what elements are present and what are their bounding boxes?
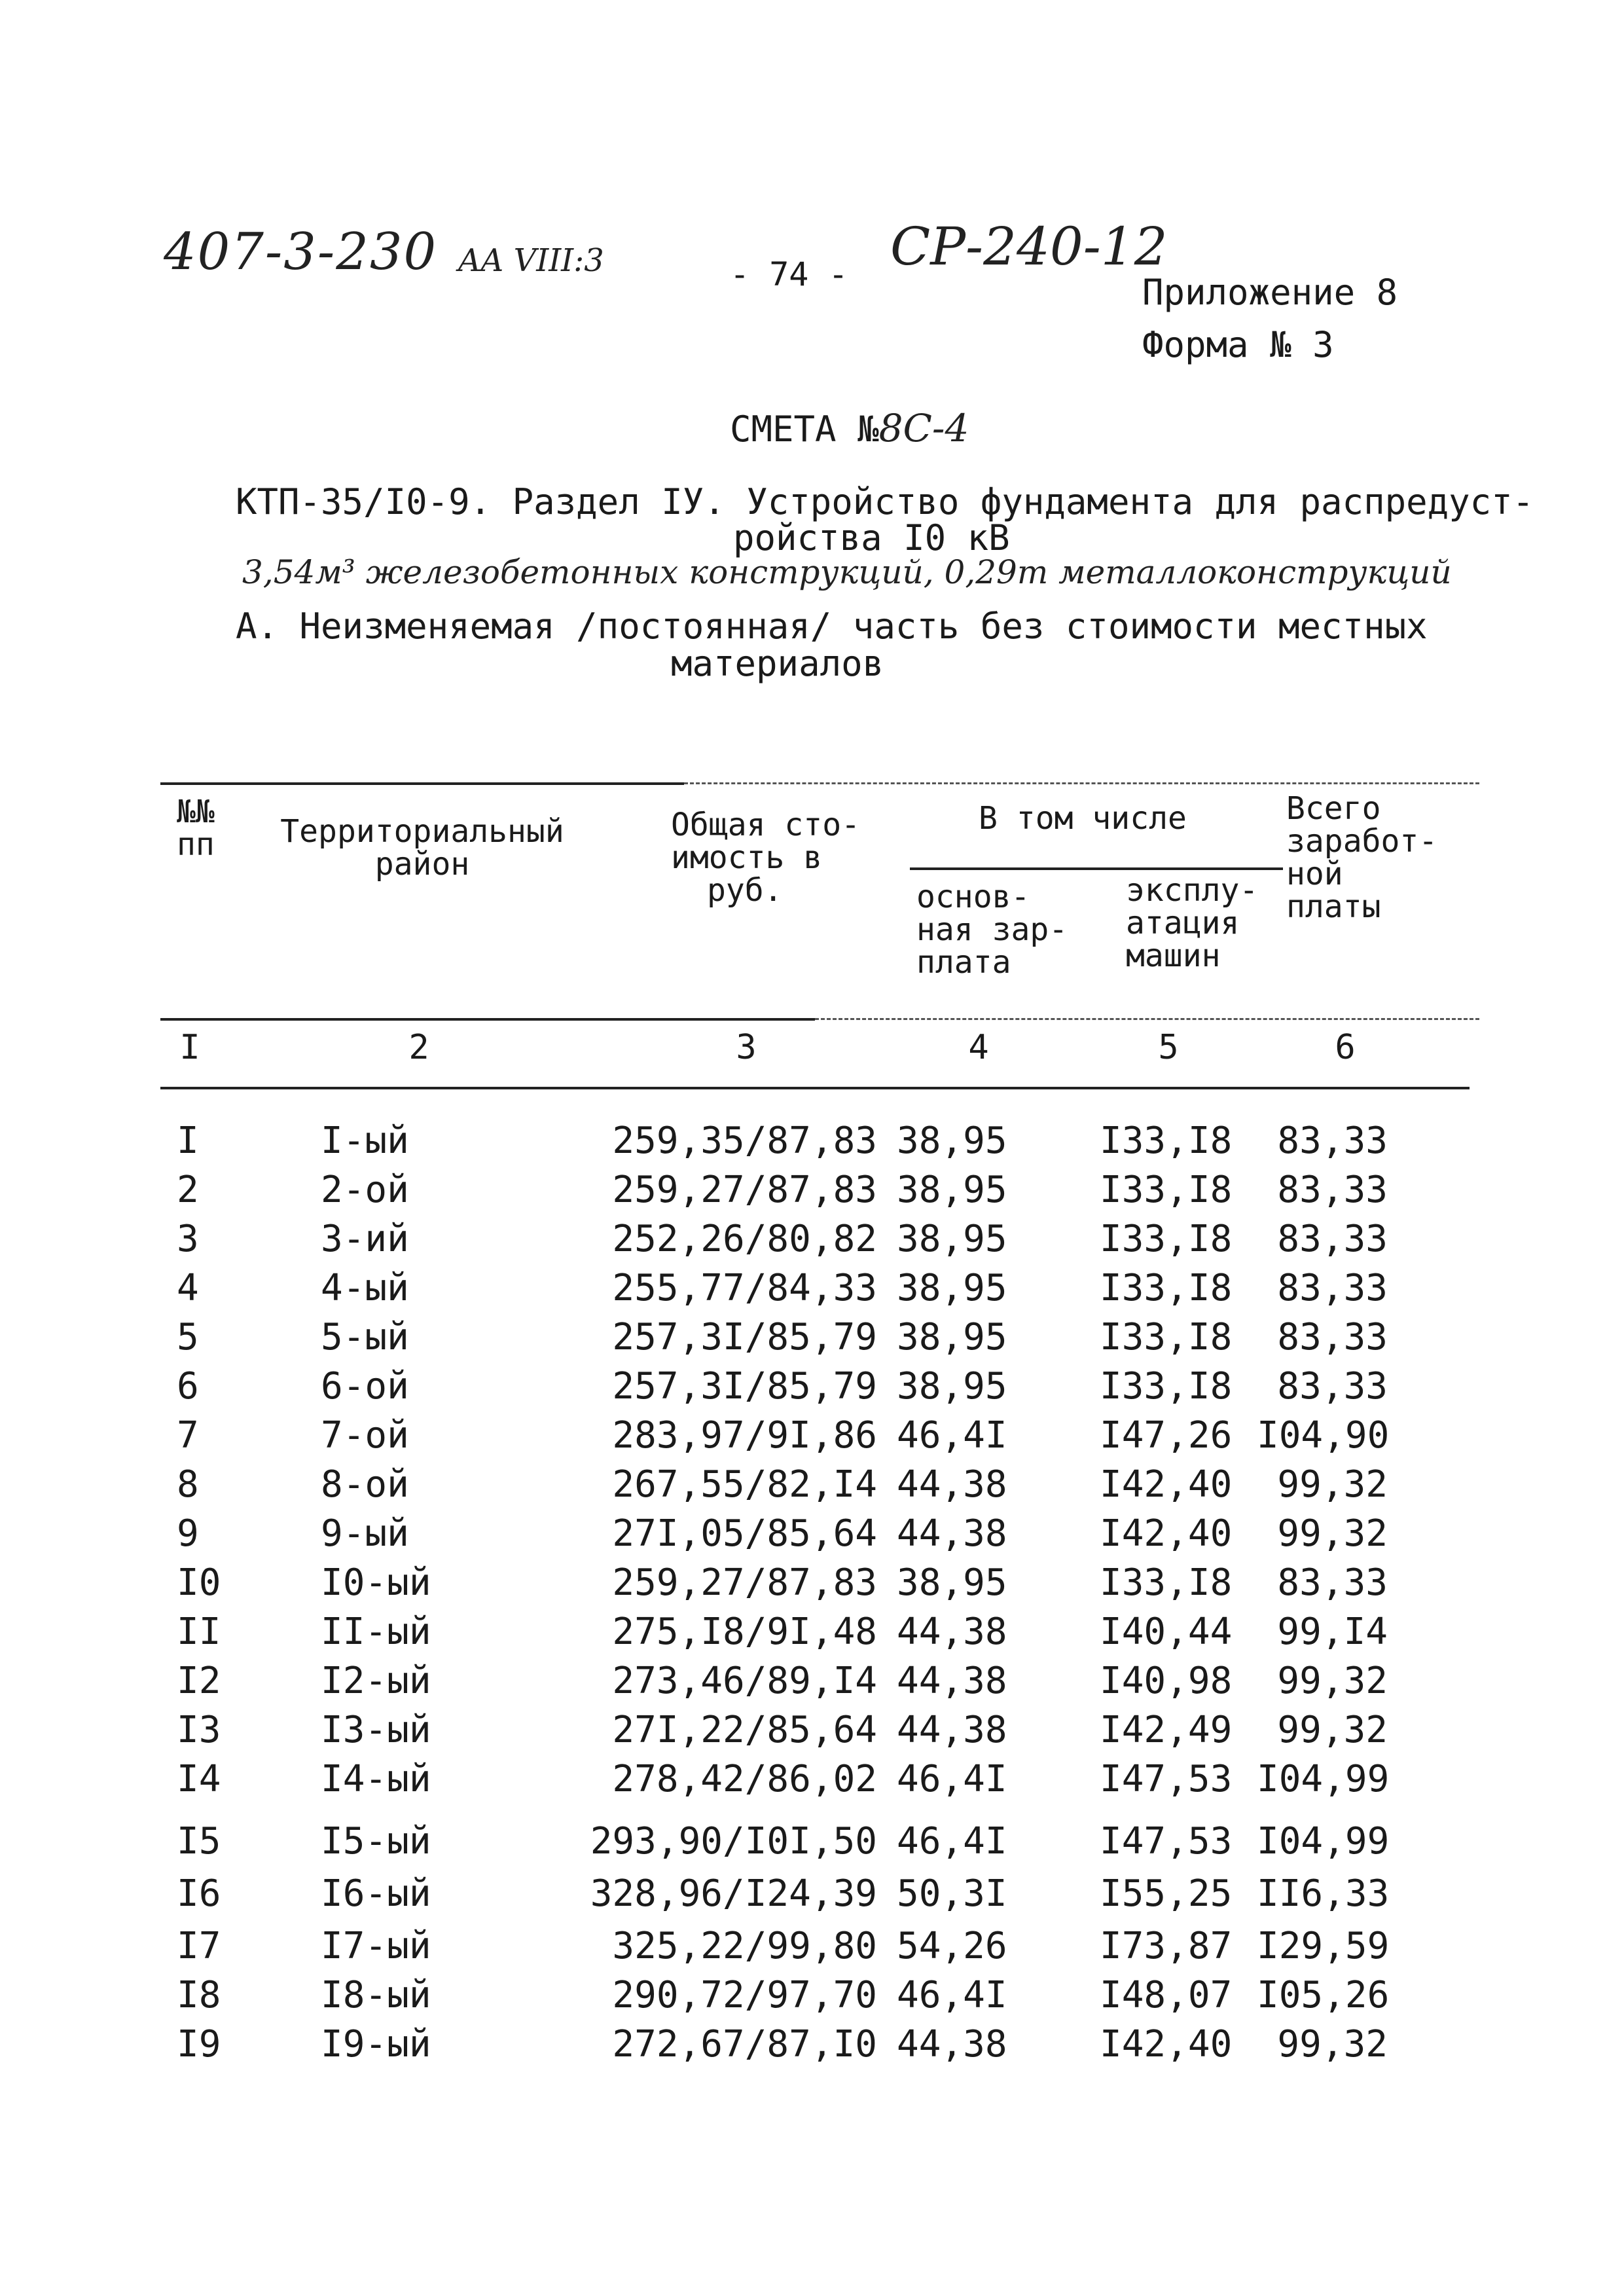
table-row xyxy=(0,1512,1624,1558)
row-number: I2 xyxy=(177,1660,221,1702)
row-number: I6 xyxy=(177,1872,221,1915)
row-total-cost: 27I,22/85,64 xyxy=(612,1709,877,1751)
row-total-wage: 83,33 xyxy=(1277,1120,1388,1162)
row-machine-operation: I33,I8 xyxy=(1100,1316,1233,1358)
header-bottom-rule xyxy=(160,1018,815,1021)
column-number-2: 2 xyxy=(408,1028,429,1067)
row-total-wage: 83,33 xyxy=(1277,1316,1388,1358)
table-row xyxy=(0,2023,1624,2069)
row-machine-operation: I48,07 xyxy=(1100,1974,1233,2016)
row-total-wage: 99,32 xyxy=(1277,2023,1388,2066)
row-total-cost: 272,67/87,I0 xyxy=(612,2023,877,2066)
row-total-cost: 267,55/82,I4 xyxy=(612,1463,877,1506)
row-main-wage: 46,4I xyxy=(897,1820,1007,1863)
row-number: I8 xyxy=(177,1974,221,2016)
table-top-rule-dashed xyxy=(684,782,1479,784)
table-row xyxy=(0,1316,1624,1362)
row-total-cost: 255,77/84,33 xyxy=(612,1267,877,1309)
row-total-cost: 257,3I/85,79 xyxy=(612,1316,877,1358)
column-number-3: 3 xyxy=(736,1028,757,1067)
row-total-cost: 290,72/97,70 xyxy=(612,1974,877,2016)
row-machine-operation: I47,53 xyxy=(1100,1820,1233,1863)
row-main-wage: 38,95 xyxy=(897,1267,1007,1309)
estimate-number: 8С-4 xyxy=(878,406,969,450)
table-row xyxy=(0,1267,1624,1313)
table-row xyxy=(0,1365,1624,1411)
document-code: 407-3-230 xyxy=(164,223,438,282)
header-machine-operation: эксплу- атация машин xyxy=(1126,872,1259,974)
row-main-wage: 46,4I xyxy=(897,1758,1007,1800)
table-row xyxy=(0,1463,1624,1509)
row-total-wage: II6,33 xyxy=(1257,1872,1390,1915)
header-main-wage: основ- ная зар- плата xyxy=(916,879,1068,981)
part-title-line-1: А. Неизменяемая /постоянная/ часть без стоимости местных xyxy=(236,606,1428,647)
estimate-title xyxy=(730,406,969,450)
row-number: I5 xyxy=(177,1820,221,1863)
table-top-rule xyxy=(160,782,684,785)
row-main-wage: 44,38 xyxy=(897,1512,1007,1555)
row-main-wage: 38,95 xyxy=(897,1169,1007,1211)
table-row xyxy=(0,1974,1624,2020)
row-total-wage: I04,99 xyxy=(1257,1820,1390,1863)
row-region: I-ый xyxy=(321,1120,409,1162)
row-number: 7 xyxy=(177,1414,199,1457)
row-main-wage: 44,38 xyxy=(897,1611,1007,1653)
row-total-wage: 83,33 xyxy=(1277,1267,1388,1309)
row-total-cost: 293,90/I0I,50 xyxy=(590,1820,877,1863)
row-total-wage: 83,33 xyxy=(1277,1218,1388,1260)
row-number: 6 xyxy=(177,1365,199,1408)
row-region: I0-ый xyxy=(321,1561,431,1604)
row-total-wage: 99,32 xyxy=(1277,1463,1388,1506)
header-including: В том числе xyxy=(979,800,1187,837)
row-number: I3 xyxy=(177,1709,221,1751)
header-region: Территориальный район xyxy=(280,813,564,883)
row-region: 6-ой xyxy=(321,1365,409,1408)
page-number: - 74 - xyxy=(730,255,848,293)
row-number: I xyxy=(177,1120,199,1162)
row-total-cost: 252,26/80,82 xyxy=(612,1218,877,1260)
row-machine-operation: I55,25 xyxy=(1100,1872,1233,1915)
row-machine-operation: I33,I8 xyxy=(1100,1169,1233,1211)
row-machine-operation: I33,I8 xyxy=(1100,1218,1233,1260)
row-total-cost: 275,I8/9I,48 xyxy=(612,1611,877,1653)
row-region: I8-ый xyxy=(321,1974,431,2016)
row-total-wage: 83,33 xyxy=(1277,1561,1388,1604)
column-number-5: 5 xyxy=(1158,1028,1179,1067)
row-total-wage: 99,32 xyxy=(1277,1660,1388,1702)
row-machine-operation: I42,49 xyxy=(1100,1709,1233,1751)
row-main-wage: 44,38 xyxy=(897,1463,1007,1506)
row-machine-operation: I33,I8 xyxy=(1100,1365,1233,1408)
row-total-cost: 325,22/99,80 xyxy=(612,1925,877,1967)
row-total-wage: I29,59 xyxy=(1257,1925,1390,1967)
table-row xyxy=(0,1660,1624,1705)
row-total-wage: I05,26 xyxy=(1257,1974,1390,2016)
row-total-cost: 278,42/86,02 xyxy=(612,1758,877,1800)
row-total-cost: 257,3I/85,79 xyxy=(612,1365,877,1408)
row-machine-operation: I73,87 xyxy=(1100,1925,1233,1967)
row-number: 3 xyxy=(177,1218,199,1260)
table-row xyxy=(0,1758,1624,1804)
column-number-1: I xyxy=(179,1028,200,1067)
table-row xyxy=(0,1561,1624,1607)
row-region: I9-ый xyxy=(321,2023,431,2066)
row-total-cost: 259,27/87,83 xyxy=(612,1561,877,1604)
row-total-cost: 259,35/87,83 xyxy=(612,1120,877,1162)
row-number: 5 xyxy=(177,1316,199,1358)
row-region: 7-ой xyxy=(321,1414,409,1457)
row-machine-operation: I42,40 xyxy=(1100,2023,1233,2066)
row-region: II-ый xyxy=(321,1611,431,1653)
table-row xyxy=(0,1925,1624,1971)
header-total-wage: Всего заработ- ной платы xyxy=(1286,790,1438,925)
header-bottom-rule-dashed xyxy=(815,1018,1479,1020)
row-total-cost: 273,46/89,I4 xyxy=(612,1660,877,1702)
row-machine-operation: I33,I8 xyxy=(1100,1267,1233,1309)
document-stamp: СР-240-12 xyxy=(890,216,1168,277)
estimate-subtitle-line-1: КТП-35/I0-9. Раздел IУ. Устройство фундамента для распредуст- xyxy=(236,481,1534,522)
row-main-wage: 50,3I xyxy=(897,1872,1007,1915)
row-region: I2-ый xyxy=(321,1660,431,1702)
row-main-wage: 38,95 xyxy=(897,1120,1007,1162)
row-total-wage: 99,32 xyxy=(1277,1709,1388,1751)
row-machine-operation: I47,53 xyxy=(1100,1758,1233,1800)
row-main-wage: 44,38 xyxy=(897,1709,1007,1751)
row-number: I0 xyxy=(177,1561,221,1604)
row-region: I4-ый xyxy=(321,1758,431,1800)
row-total-cost: 328,96/I24,39 xyxy=(590,1872,877,1915)
construction-volumes: 3,54м³ железобетонных конструкций, 0,29т металлоконструкций xyxy=(242,553,1452,591)
row-total-wage: 83,33 xyxy=(1277,1169,1388,1211)
table-row xyxy=(0,1218,1624,1264)
row-main-wage: 38,95 xyxy=(897,1316,1007,1358)
row-machine-operation: I40,98 xyxy=(1100,1660,1233,1702)
row-machine-operation: I33,I8 xyxy=(1100,1561,1233,1604)
table-row xyxy=(0,1872,1624,1918)
table-row xyxy=(0,1169,1624,1214)
column-number-4: 4 xyxy=(968,1028,989,1067)
row-region: 5-ый xyxy=(321,1316,409,1358)
row-main-wage: 44,38 xyxy=(897,1660,1007,1702)
row-total-wage: 83,33 xyxy=(1277,1365,1388,1408)
table-row xyxy=(0,1120,1624,1165)
row-total-wage: 99,32 xyxy=(1277,1512,1388,1555)
row-total-cost: 259,27/87,83 xyxy=(612,1169,877,1211)
row-total-wage: I04,90 xyxy=(1257,1414,1390,1457)
part-title-line-2: материалов xyxy=(671,643,884,684)
row-main-wage: 38,95 xyxy=(897,1365,1007,1408)
row-machine-operation: I33,I8 xyxy=(1100,1120,1233,1162)
row-total-wage: I04,99 xyxy=(1257,1758,1390,1800)
estimate-subtitle-line-2: ройства I0 кВ xyxy=(733,517,1010,558)
row-main-wage: 46,4I xyxy=(897,1414,1007,1457)
row-total-cost: 283,97/9I,86 xyxy=(612,1414,877,1457)
estimate-title-prefix: СМЕТА № xyxy=(730,409,879,450)
row-region: I5-ый xyxy=(321,1820,431,1863)
table-row xyxy=(0,1414,1624,1460)
row-region: 3-ий xyxy=(321,1218,409,1260)
row-region: 2-ой xyxy=(321,1169,409,1211)
row-region: 8-ой xyxy=(321,1463,409,1506)
form-label: Форма № 3 xyxy=(1142,324,1334,365)
row-machine-operation: I42,40 xyxy=(1100,1512,1233,1555)
row-region: I6-ый xyxy=(321,1872,431,1915)
subheader-rule xyxy=(910,867,1283,870)
row-main-wage: 38,95 xyxy=(897,1218,1007,1260)
column-numbers-rule xyxy=(160,1087,1470,1089)
row-number: 8 xyxy=(177,1463,199,1506)
row-region: 4-ый xyxy=(321,1267,409,1309)
row-main-wage: 44,38 xyxy=(897,2023,1007,2066)
row-region: I3-ый xyxy=(321,1709,431,1751)
row-machine-operation: I40,44 xyxy=(1100,1611,1233,1653)
row-number: II xyxy=(177,1611,221,1653)
row-main-wage: 54,26 xyxy=(897,1925,1007,1967)
document-sheet: AA VIII:3 xyxy=(458,242,604,279)
table-row xyxy=(0,1611,1624,1656)
header-no: №№ пп xyxy=(177,793,215,863)
row-machine-operation: I42,40 xyxy=(1100,1463,1233,1506)
row-number: I7 xyxy=(177,1925,221,1967)
row-machine-operation: I47,26 xyxy=(1100,1414,1233,1457)
row-total-wage: 99,I4 xyxy=(1277,1611,1388,1653)
row-main-wage: 46,4I xyxy=(897,1974,1007,2016)
table-row xyxy=(0,1820,1624,1866)
row-number: I9 xyxy=(177,2023,221,2066)
row-main-wage: 38,95 xyxy=(897,1561,1007,1604)
row-number: 9 xyxy=(177,1512,199,1555)
row-number: 2 xyxy=(177,1169,199,1211)
table-row xyxy=(0,1709,1624,1755)
row-region: 9-ый xyxy=(321,1512,409,1555)
appendix-label: Приложение 8 xyxy=(1142,272,1398,313)
row-total-cost: 27I,05/85,64 xyxy=(612,1512,877,1555)
header-total-cost: Общая сто- имость в руб. xyxy=(671,807,860,909)
row-number: I4 xyxy=(177,1758,221,1800)
row-number: 4 xyxy=(177,1267,199,1309)
row-region: I7-ый xyxy=(321,1925,431,1967)
column-number-6: 6 xyxy=(1335,1028,1356,1067)
